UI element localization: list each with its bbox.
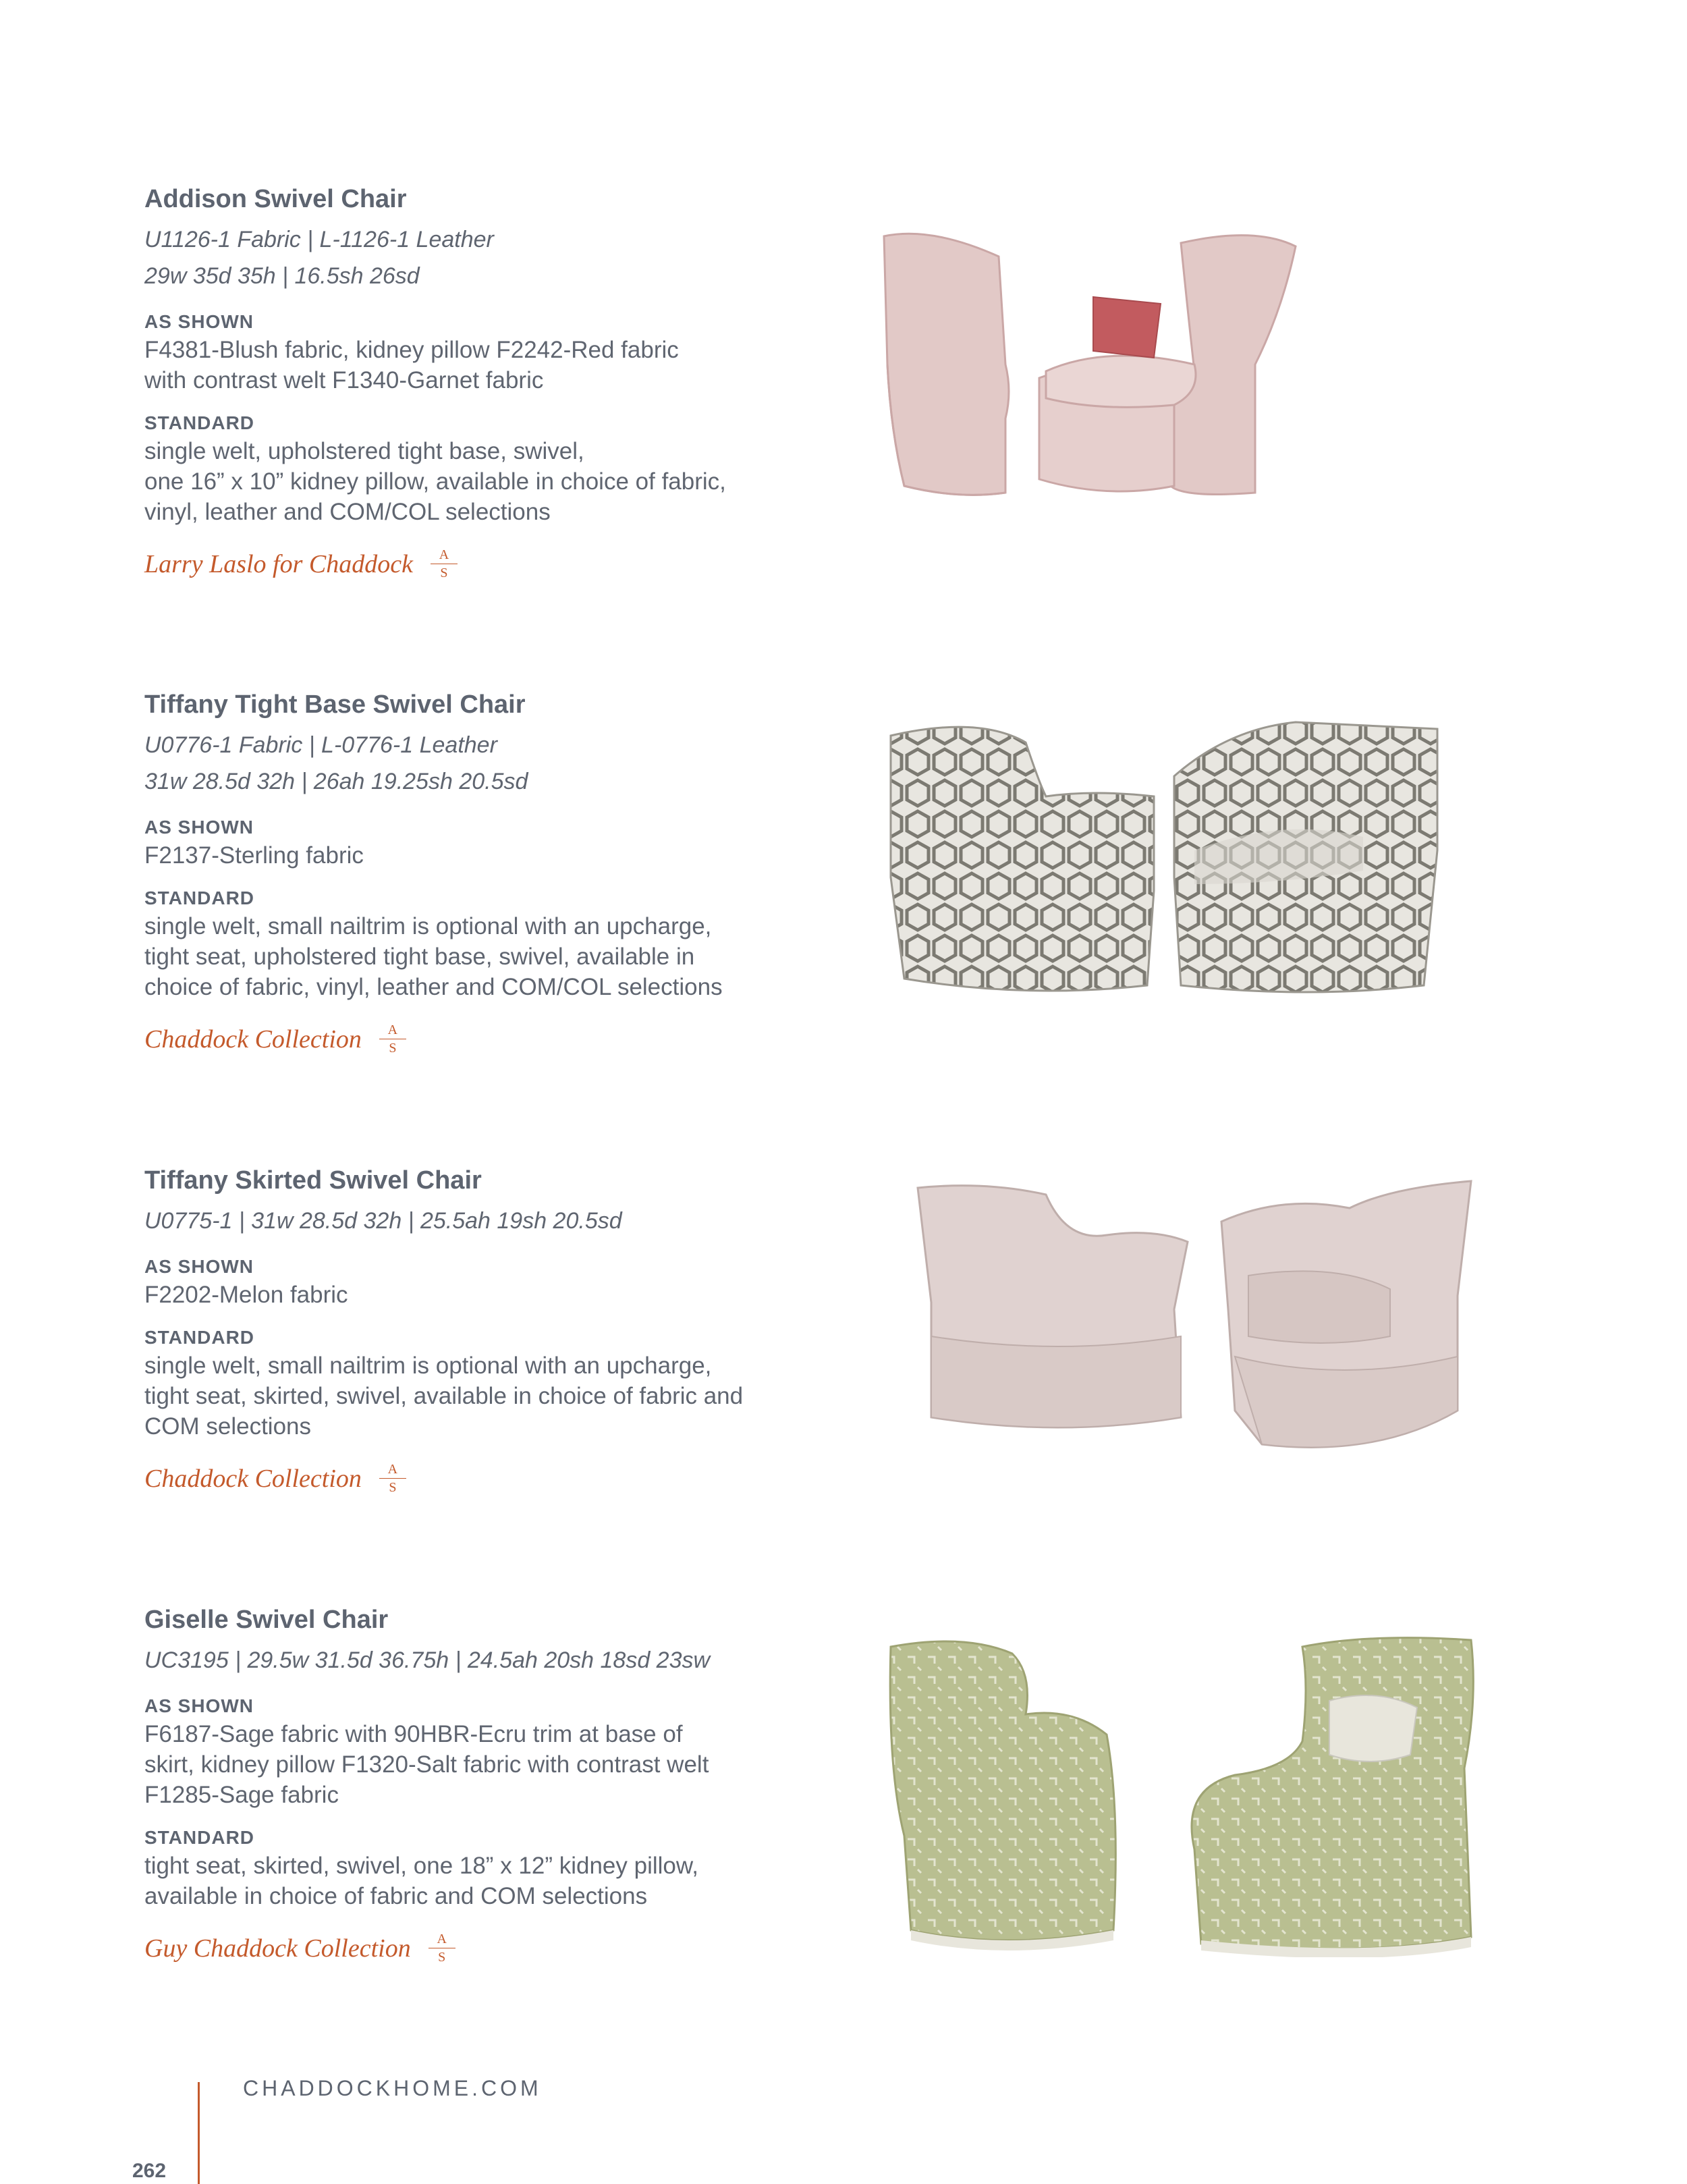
designer-line [144,1022,860,1056]
standard-label: STANDARD [144,888,255,908]
as-mark-icon: A S [428,1932,455,1965]
as-shown-label: AS SHOWN [144,817,254,838]
standard-line: vinyl, leather and COM/COL selections [144,499,551,525]
as-shown-label: AS SHOWN [144,311,254,332]
product-codes: U0776-1 Fabric | L-0776-1 Leather [144,732,497,758]
standard-label: STANDARD [144,412,255,433]
as-shown-line: skirt, kidney pillow F1320-Salt fabric with contrast welt [144,1751,709,1778]
chair-back-view [918,1186,1188,1427]
product-title: Giselle Swivel Chair [144,1606,389,1634]
standard-line: tight seat, skirted, swivel, available in choice of fabric and [144,1383,744,1409]
as-shown-line: F1285-Sage fabric [144,1782,339,1808]
standard-line: single welt, upholstered tight base, swivel, [144,438,584,464]
product-dimensions: 29w 35d 35h | 16.5sh 26sd [144,263,420,289]
standard-line: single welt, small nailtrim is optional with an upcharge, [144,1353,712,1379]
product-title: Addison Swivel Chair [144,185,407,213]
as-mark-icon: A S [379,1022,406,1056]
chair-back-view [884,234,1009,495]
as-shown-line: with contrast welt F1340-Garnet fabric [144,367,544,393]
chair-front-view [1192,1638,1473,1957]
footer-divider [198,2082,200,2184]
page-number: 262 [132,2160,167,2182]
product-codes-dimensions: UC3195 | 29.5w 31.5d 36.75h | 24.5ah 20sh 18sd 23sw [144,1647,711,1673]
product-title: Tiffany Skirted Swivel Chair [144,1166,482,1195]
designer-name: Chaddock Collection [144,1025,362,1054]
as-shown-line: F2202-Melon fabric [144,1282,348,1308]
standard-line: single welt, small nailtrim is optional with an upcharge, [144,913,712,939]
product-tiffany-tight-base [144,689,860,1056]
chair-front-view [1174,722,1437,992]
standard-line: available in choice of fabric and COM selections [144,1883,648,1909]
chair-back-view [890,1641,1115,1950]
website-link[interactable]: CHADDOCKHOME.COM [243,2076,542,2100]
standard-line: tight seat, upholstered tight base, swivel, available in [144,944,695,970]
as-shown-line: F2137-Sterling fabric [144,842,364,869]
standard-line: tight seat, skirted, swivel, one 18” x 12” kidney pillow, [144,1853,698,1879]
designer-name: Guy Chaddock Collection [144,1934,411,1963]
product-codes: U1126-1 Fabric | L-1126-1 Leather [144,227,494,252]
product-addison [144,184,860,580]
giselle-chair-image [884,1633,1478,1957]
designer-line [144,1462,860,1495]
standard-label: STANDARD [144,1827,255,1848]
chair-front-view [1221,1181,1471,1447]
chair-back-view [891,727,1154,991]
standard-line: COM selections [144,1413,312,1440]
as-shown-line: F6187-Sage fabric with 90HBR-Ecru trim at base of [144,1721,683,1747]
product-title: Tiffany Tight Base Swivel Chair [144,690,526,719]
as-shown-label: AS SHOWN [144,1695,254,1716]
as-mark-icon: A S [431,547,458,580]
product-dimensions: 31w 28.5d 32h | 26ah 19.25sh 20.5sd [144,769,528,794]
designer-line [144,547,860,580]
chair-front-view [1039,236,1296,495]
product-giselle [144,1604,860,1965]
as-shown-label: AS SHOWN [144,1256,254,1277]
designer-line [144,1932,860,1965]
designer-name: Larry Laslo for Chaddock [144,549,413,578]
as-shown-line: F4381-Blush fabric, kidney pillow F2242-Red fabric [144,337,679,363]
addison-chair-image [877,229,1444,526]
product-codes-dimensions: U0775-1 | 31w 28.5d 32h | 25.5ah 19sh 20.5sd [144,1208,622,1234]
product-tiffany-skirted [144,1165,860,1495]
standard-line: one 16” x 10” kidney pillow, available in choice of fabric, [144,468,726,495]
standard-line: choice of fabric, vinyl, leather and COM/COL selections [144,974,723,1000]
tiffany-skirted-chair-image [904,1161,1485,1471]
tiffany-tight-base-chair-image [877,715,1444,999]
designer-name: Chaddock Collection [144,1464,362,1493]
as-mark-icon: A S [379,1462,406,1495]
standard-label: STANDARD [144,1327,255,1348]
